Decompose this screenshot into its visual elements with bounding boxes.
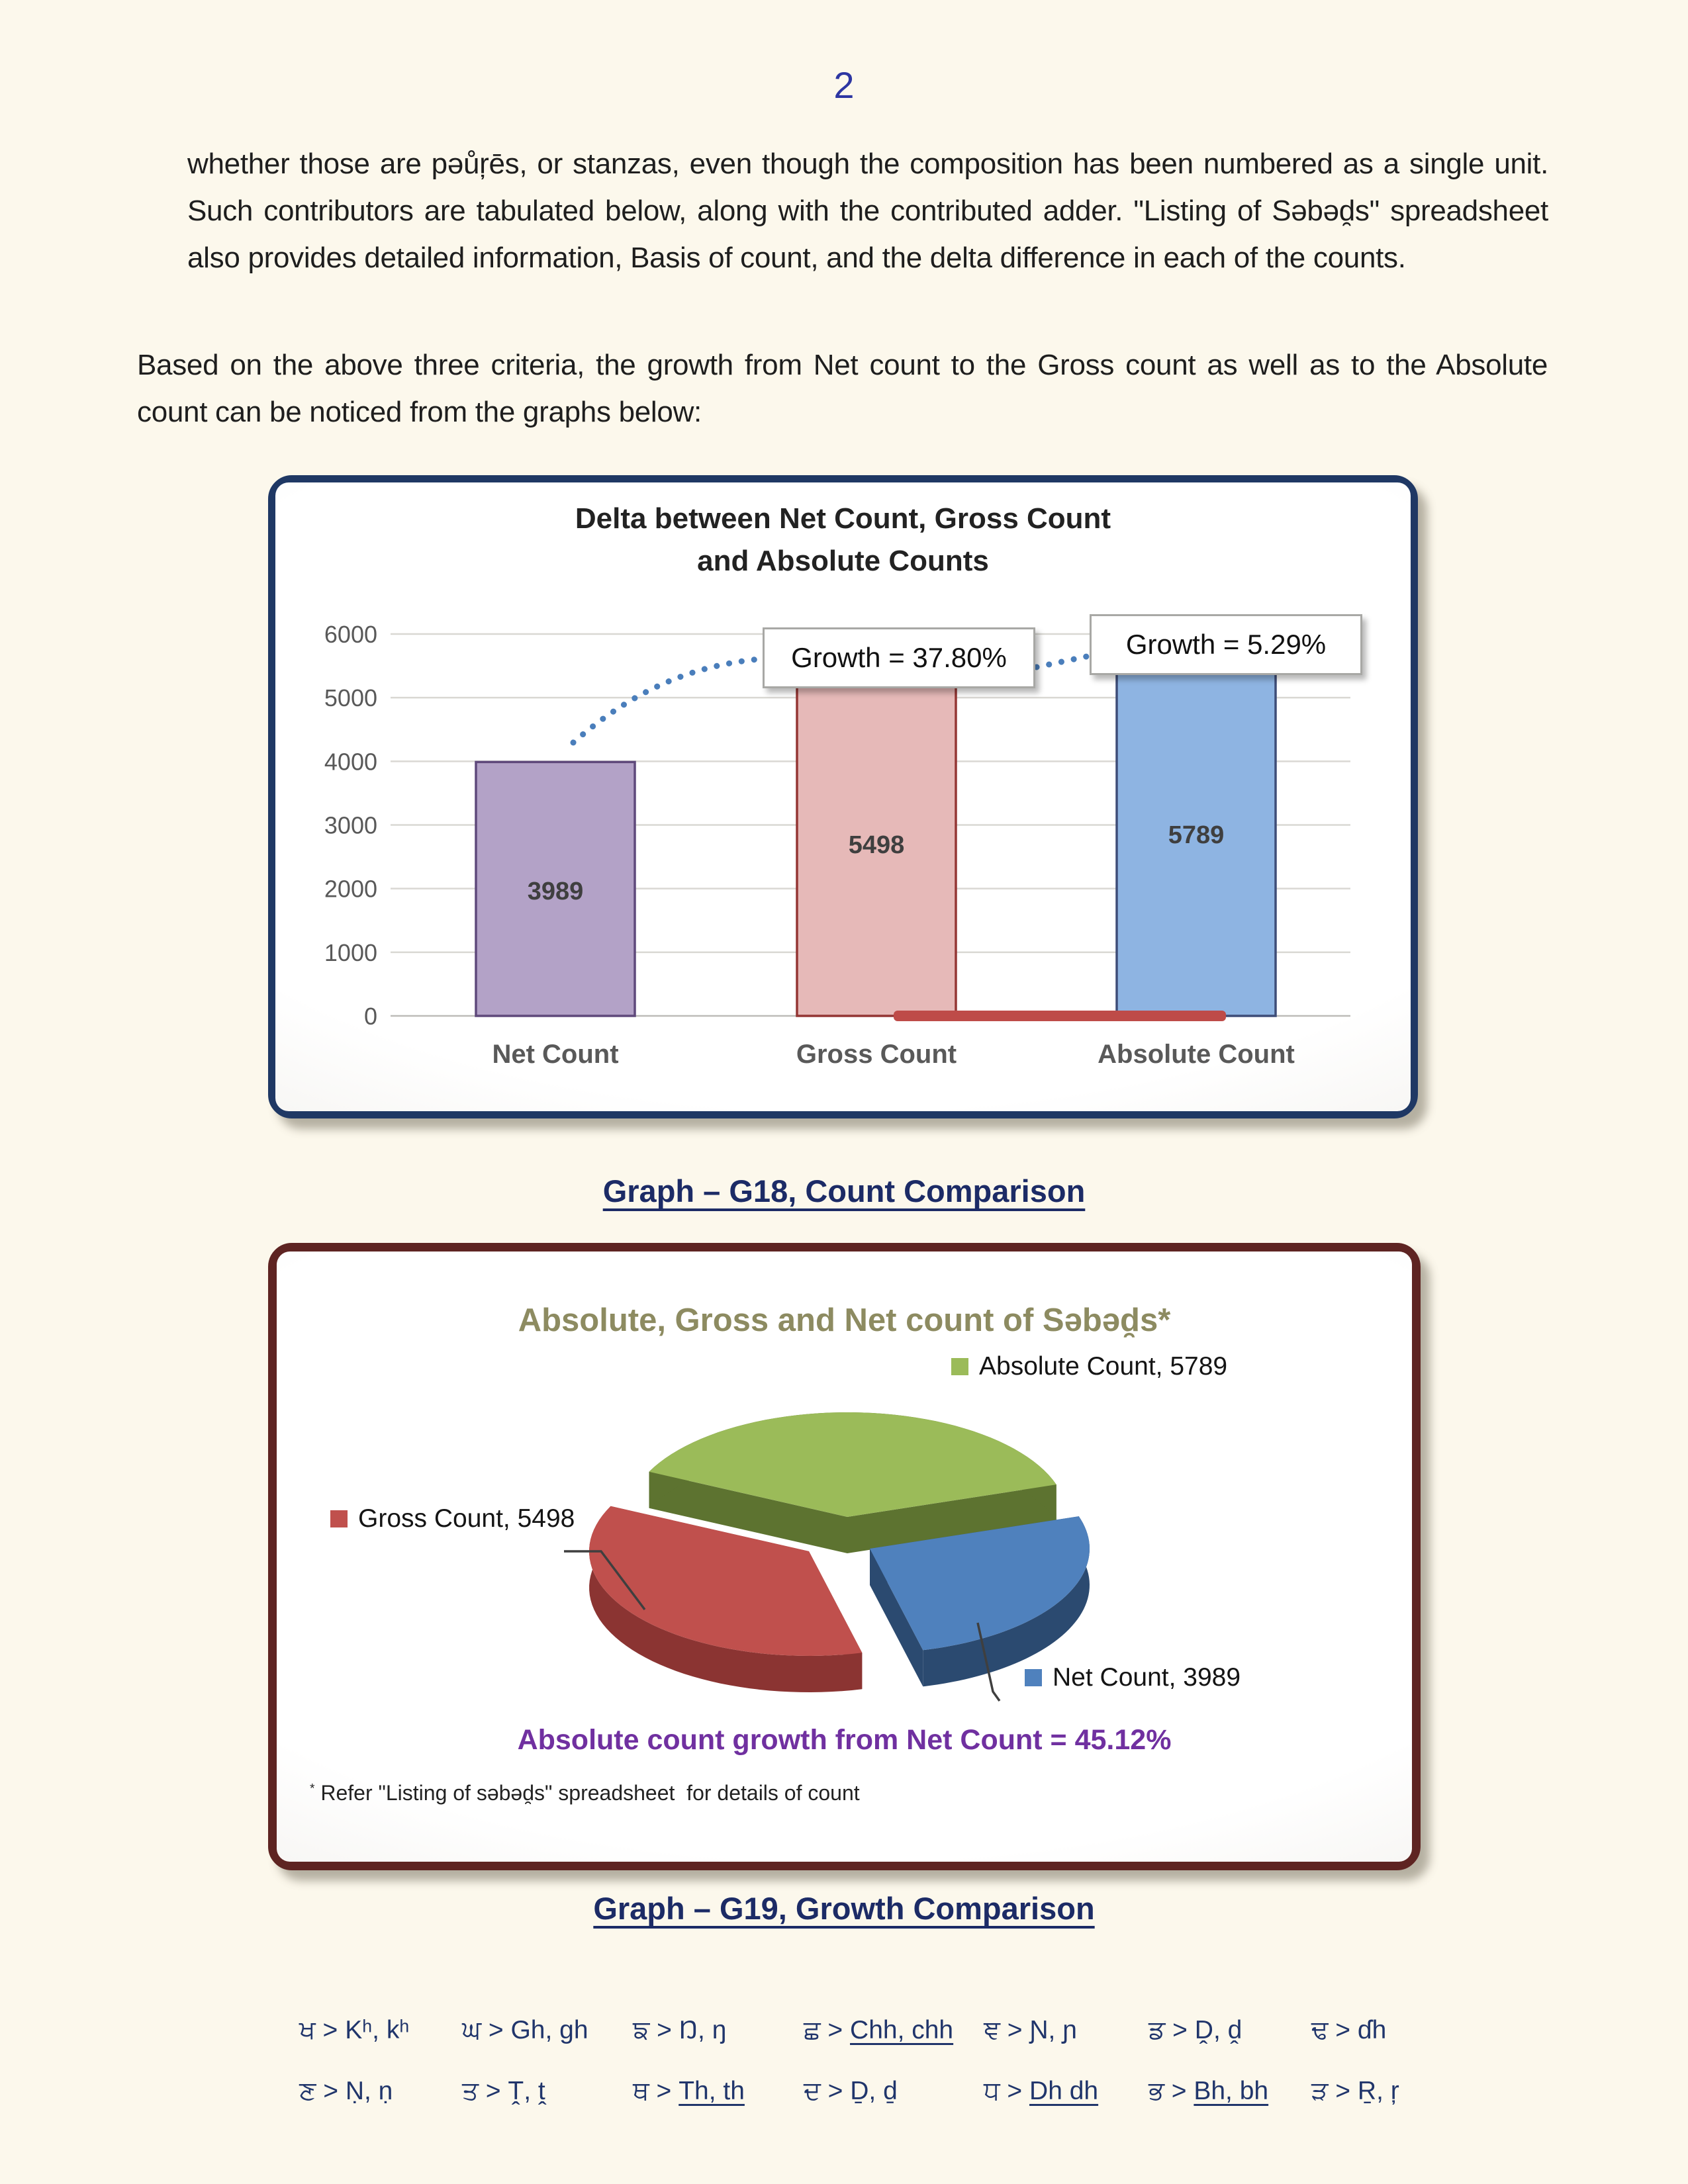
footnote-text: Refer "Listing of səbəd̯s" spreadsheet for details of count bbox=[320, 1781, 860, 1805]
pie-legend-swatch bbox=[951, 1358, 968, 1375]
x-axis-category-label: Gross Count bbox=[796, 1040, 957, 1069]
latin-transliteration: Chh, chh bbox=[850, 2016, 954, 2044]
latin-transliteration: Ṇ, ṇ bbox=[345, 2077, 393, 2105]
pie-category-label: Absolute Count, 5789 bbox=[979, 1352, 1228, 1381]
dotted-connector-2 bbox=[1037, 656, 1090, 667]
bar-chart-title-line1: Delta between Net Count, Gross Count bbox=[575, 502, 1111, 535]
paragraph-criteria: Based on the above three criteria, the growth from Net count to the Gross count as well as to the Absolute count can be noticed from the graphs below: bbox=[137, 349, 1548, 428]
latin-transliteration: Bh, bh bbox=[1194, 2077, 1269, 2105]
pie-growth-note: Absolute count growth from Net Count = 45.12% bbox=[517, 1724, 1172, 1756]
latin-transliteration: Dh dh bbox=[1029, 2077, 1099, 2105]
glyph-mapping-item bbox=[1149, 2016, 1242, 2045]
x-axis-category-label: Absolute Count bbox=[1098, 1040, 1295, 1069]
y-axis-tick-label: 2000 bbox=[324, 875, 377, 903]
growth-annotation-gross: Growth = 37.80% bbox=[763, 627, 1035, 688]
glyph-mapping-item bbox=[1311, 2016, 1386, 2045]
glyph-mapping-item bbox=[462, 2016, 588, 2045]
latin-transliteration: Ḏ, ḏ bbox=[850, 2077, 898, 2105]
paragraph-intro: whether those are pəůŗēs, or stanzas, even though the composition has been numbered as a single unit. Such contributors are tabulated below, along with the contributed adder. "Listing of Səbəd̯s" spreadsheet also provides detailed information, Basis of count, and the delta difference in each of the counts. bbox=[187, 148, 1548, 274]
footnote-marker: * bbox=[310, 1782, 315, 1796]
bar-value-label: 5498 bbox=[848, 831, 905, 859]
y-axis-tick-label: 6000 bbox=[324, 620, 377, 648]
caption-graph-g18: Graph – G18, Count Comparison bbox=[602, 1173, 1086, 1208]
latin-transliteration: Th, th bbox=[679, 2077, 745, 2105]
transliteration-row-1 bbox=[0, 2016, 1688, 2058]
latin-transliteration: Ɲ, ɲ bbox=[1029, 2016, 1077, 2044]
glyph-mapping-item bbox=[804, 2077, 898, 2106]
pie-category-label: Gross Count, 5498 bbox=[358, 1504, 575, 1533]
gurmukhi-letter: ੜ > bbox=[1311, 2077, 1358, 2105]
gurmukhi-letter: ਭ > bbox=[1149, 2077, 1194, 2105]
gurmukhi-letter: ਙ > bbox=[633, 2016, 679, 2044]
latin-transliteration: Kʰ, kʰ bbox=[345, 2016, 410, 2044]
y-axis-tick-label: 0 bbox=[363, 1003, 377, 1030]
gurmukhi-letter: ਧ > bbox=[984, 2077, 1030, 2105]
y-axis-tick-label: 5000 bbox=[324, 684, 377, 712]
pie-legend-swatch bbox=[330, 1510, 348, 1527]
glyph-mapping-item bbox=[633, 2077, 745, 2106]
gurmukhi-letter: ਞ > bbox=[984, 2016, 1030, 2044]
glyph-mapping-item bbox=[1311, 2077, 1399, 2106]
x-axis-category-label: Net Count bbox=[492, 1040, 619, 1069]
bar-value-label: 5789 bbox=[1168, 821, 1225, 849]
glyph-mapping-item bbox=[462, 2077, 545, 2106]
glyph-mapping-item bbox=[804, 2016, 953, 2045]
growth-annotation-absolute: Growth = 5.29% bbox=[1090, 614, 1362, 675]
gurmukhi-letter: ਘ > bbox=[462, 2016, 511, 2044]
bar-chart-plot bbox=[275, 482, 1396, 1097]
pie-footnote bbox=[310, 1781, 860, 1805]
caption-graph-g19: Graph – G19, Growth Comparison bbox=[593, 1891, 1095, 1926]
latin-transliteration: Ḓ, ḓ bbox=[1194, 2016, 1243, 2044]
latin-transliteration: Ṱ, ṱ bbox=[508, 2077, 545, 2105]
latin-transliteration: ɗh bbox=[1357, 2016, 1387, 2044]
page-number: 2 bbox=[833, 64, 855, 106]
latin-transliteration: Ṟ, ŗ bbox=[1357, 2077, 1399, 2105]
transliteration-row-2 bbox=[0, 2077, 1688, 2119]
glyph-mapping-item bbox=[299, 2016, 409, 2045]
gurmukhi-letter: ਛ > bbox=[804, 2016, 851, 2044]
gurmukhi-letter: ਣ > bbox=[299, 2077, 346, 2105]
glyph-mapping-item bbox=[984, 2016, 1077, 2045]
glyph-mapping-item bbox=[299, 2077, 393, 2106]
gurmukhi-letter: ਤ > bbox=[462, 2077, 508, 2105]
bar-chart-title-line2: and Absolute Counts bbox=[697, 545, 989, 577]
bar-chart-panel bbox=[268, 475, 1418, 1118]
delta-series-line bbox=[894, 1011, 1226, 1021]
bar-value-label: 3989 bbox=[527, 878, 584, 905]
y-axis-tick-label: 3000 bbox=[324, 811, 377, 839]
glyph-mapping-item bbox=[984, 2077, 1098, 2106]
dotted-connector-1 bbox=[573, 659, 759, 743]
latin-transliteration: Ŋ, ŋ bbox=[679, 2016, 727, 2044]
pie-legend-swatch bbox=[1025, 1669, 1042, 1686]
y-axis-tick-label: 4000 bbox=[324, 748, 377, 776]
gurmukhi-letter: ਢ > bbox=[1311, 2016, 1358, 2044]
bar-chart-panel-body bbox=[275, 482, 1411, 1111]
pie-category-label: Net Count, 3989 bbox=[1053, 1663, 1241, 1692]
latin-transliteration: Gh, gh bbox=[510, 2016, 588, 2044]
glyph-mapping-item bbox=[633, 2016, 726, 2045]
glyph-mapping-item bbox=[1149, 2077, 1268, 2106]
pie-chart-panel-body bbox=[277, 1251, 1412, 1862]
gurmukhi-letter: ਦ > bbox=[804, 2077, 851, 2105]
pie-chart-title: Absolute, Gross and Net count of Səbəd̯s* bbox=[518, 1302, 1171, 1338]
gurmukhi-letter: ਖ > bbox=[299, 2016, 346, 2044]
gurmukhi-letter: ਡ > bbox=[1149, 2016, 1195, 2044]
pie-chart-panel bbox=[268, 1243, 1421, 1870]
gurmukhi-letter: ਥ > bbox=[633, 2077, 679, 2105]
y-axis-tick-label: 1000 bbox=[324, 938, 377, 966]
